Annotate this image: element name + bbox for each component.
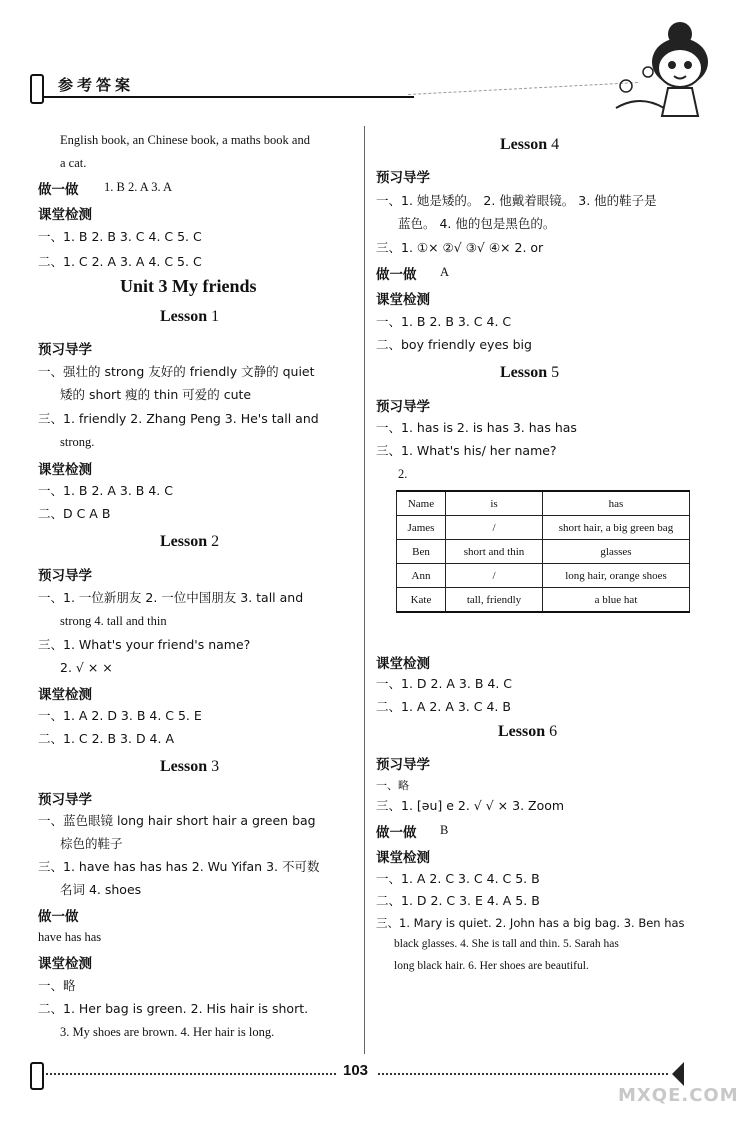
answer-line: 一、略 bbox=[376, 779, 409, 792]
header-rule bbox=[44, 96, 414, 98]
answer-line: 一、1. B 2. A 3. B 4. C bbox=[38, 483, 173, 498]
section-heading: 做一做 bbox=[38, 909, 79, 925]
answer-line: strong. bbox=[60, 435, 95, 449]
answer-line: 二、1. Her bag is green. 2. His hair is short. bbox=[38, 1001, 309, 1016]
section-heading: 预习导学 bbox=[38, 792, 92, 808]
answer-line: 一、1. 她是矮的。 2. 他戴着眼镜。 3. 他的鞋子是 bbox=[376, 193, 657, 208]
answer-line: 二、boy friendly eyes big bbox=[376, 337, 532, 352]
answer-line: 一、1. A 2. D 3. B 4. C 5. E bbox=[38, 708, 202, 723]
table-cell: glasses bbox=[543, 540, 690, 564]
section-heading: 预习导学 bbox=[38, 568, 92, 584]
lesson-title: Lesson 1 bbox=[160, 308, 220, 325]
answer-line: 二、1. D 2. C 3. E 4. A 5. B bbox=[376, 893, 540, 908]
answer-line: have has has bbox=[38, 930, 102, 944]
answer-line: B bbox=[440, 823, 449, 837]
arrow-left-icon bbox=[672, 1062, 684, 1086]
section-heading: 课堂检测 bbox=[38, 956, 92, 972]
answer-line: 二、D C A B bbox=[38, 506, 111, 521]
answer-line: A bbox=[440, 265, 450, 279]
section-heading: 课堂检测 bbox=[38, 462, 92, 478]
column-divider bbox=[364, 126, 365, 1054]
table-cell: James bbox=[397, 516, 446, 540]
answer-line: strong 4. tall and thin bbox=[60, 614, 167, 628]
section-heading: 课堂检测 bbox=[38, 687, 92, 703]
answer-line: 二、1. C 2. A 3. A 4. C 5. C bbox=[38, 254, 202, 269]
answer-line: 棕色的鞋子 bbox=[60, 836, 123, 851]
table-cell: short and thin bbox=[446, 540, 543, 564]
lesson-title: Lesson 5 bbox=[500, 364, 560, 381]
table-cell: Ben bbox=[397, 540, 446, 564]
answer-line: 二、1. C 2. B 3. D 4. A bbox=[38, 731, 174, 746]
answer-line: 蓝色。 4. 他的包是黑色的。 bbox=[398, 216, 556, 231]
answer-line: 一、1. B 2. B 3. C 4. C bbox=[376, 314, 512, 329]
answer-line: 三、1. ①× ②√ ③√ ④× 2. or bbox=[376, 240, 544, 255]
section-heading: 预习导学 bbox=[38, 342, 92, 358]
table-row bbox=[397, 564, 690, 588]
header-decoration bbox=[408, 82, 638, 95]
table-cell: / bbox=[446, 564, 543, 588]
section-heading: 预习导学 bbox=[376, 399, 430, 415]
answer-line: 二、1. A 2. A 3. C 4. B bbox=[376, 699, 511, 714]
table-row bbox=[397, 540, 690, 564]
answer-line: 3. My shoes are brown. 4. Her hair is long. bbox=[60, 1025, 275, 1039]
section-heading: 课堂检测 bbox=[376, 850, 430, 866]
answer-line: 2. bbox=[398, 467, 408, 481]
unit-title: Unit 3 My friends bbox=[120, 276, 257, 296]
table-cell: short hair, a big green bag bbox=[543, 516, 690, 540]
table-cell: Ann bbox=[397, 564, 446, 588]
section-heading: 预习导学 bbox=[376, 757, 430, 773]
answer-line: 矮的 short 瘦的 thin 可爱的 cute bbox=[60, 387, 252, 402]
footer-rule bbox=[378, 1073, 668, 1075]
section-heading: 课堂检测 bbox=[38, 207, 92, 223]
answer-line: 三、1. What's his/ her name? bbox=[376, 443, 557, 458]
answer-line: 三、1. Mary is quiet. 2. John has a big bag. 3. Ben has bbox=[376, 916, 685, 930]
answer-line: 1. B 2. A 3. A bbox=[104, 180, 173, 194]
answer-line: long black hair. 6. Her shoes are beautiful. bbox=[394, 960, 589, 972]
table-cell: tall, friendly bbox=[446, 588, 543, 613]
section-heading: 做一做 bbox=[376, 267, 417, 283]
answer-line: 一、1. A 2. C 3. C 4. C 5. B bbox=[376, 871, 540, 886]
table-cell: / bbox=[446, 516, 543, 540]
section-heading: 课堂检测 bbox=[376, 656, 430, 672]
lesson-title: Lesson 2 bbox=[160, 533, 220, 550]
answer-line: 名词 4. shoes bbox=[60, 882, 142, 897]
cartoon-girl-icon bbox=[610, 12, 718, 120]
table-header-cell: Name bbox=[397, 491, 446, 516]
answer-line: 一、1. B 2. B 3. C 4. C 5. C bbox=[38, 229, 202, 244]
page-number: 103 bbox=[343, 1062, 369, 1079]
section-heading: 做一做 bbox=[376, 825, 417, 841]
lesson-title: Lesson 6 bbox=[498, 723, 558, 740]
section-heading: 预习导学 bbox=[376, 170, 430, 186]
footer-bracket-icon bbox=[30, 1062, 44, 1090]
answer-line: 三、1. friendly 2. Zhang Peng 3. He's tall and bbox=[38, 411, 319, 426]
lesson-title: Lesson 4 bbox=[500, 136, 560, 153]
answer-line: 三、1. [əu] e 2. √ √ × 3. Zoom bbox=[376, 798, 565, 813]
table-row bbox=[397, 588, 690, 613]
answer-line: 一、1. D 2. A 3. B 4. C bbox=[376, 676, 512, 691]
answer-line: 一、略 bbox=[38, 978, 76, 993]
section-heading: 做一做 bbox=[38, 182, 79, 198]
answer-line: 三、1. have has has has 2. Wu Yifan 3. 不可数 bbox=[38, 859, 320, 874]
table-header-cell: is bbox=[446, 491, 543, 516]
text-line: a cat. bbox=[60, 156, 87, 170]
page-title: 参考答案 bbox=[58, 76, 135, 94]
answer-table bbox=[396, 490, 690, 613]
table-cell: Kate bbox=[397, 588, 446, 613]
header-bracket-icon bbox=[30, 74, 44, 104]
answer-line: 三、1. What's your friend's name? bbox=[38, 637, 251, 652]
answer-line: 一、1. has is 2. is has 3. has has bbox=[376, 420, 577, 435]
footer-rule bbox=[46, 1073, 336, 1075]
table-cell: long hair, orange shoes bbox=[543, 564, 690, 588]
lesson-title: Lesson 3 bbox=[160, 758, 220, 775]
section-heading: 课堂检测 bbox=[376, 292, 430, 308]
watermark: MXQE.COM bbox=[618, 1085, 739, 1106]
text-line: English book, an Chinese book, a maths book and bbox=[60, 133, 310, 147]
table-cell: a blue hat bbox=[543, 588, 690, 613]
answer-line: 一、强壮的 strong 友好的 friendly 文静的 quiet bbox=[38, 364, 315, 379]
table-header-cell: has bbox=[543, 491, 690, 516]
table-row bbox=[397, 491, 690, 516]
answer-line: black glasses. 4. She is tall and thin. 5. Sarah has bbox=[394, 938, 619, 950]
answer-line: 一、1. 一位新朋友 2. 一位中国朋友 3. tall and bbox=[38, 590, 304, 605]
table-row bbox=[397, 516, 690, 540]
answer-line: 2. √ × × bbox=[60, 660, 113, 675]
answer-line: 一、蓝色眼镜 long hair short hair a green bag bbox=[38, 813, 316, 828]
